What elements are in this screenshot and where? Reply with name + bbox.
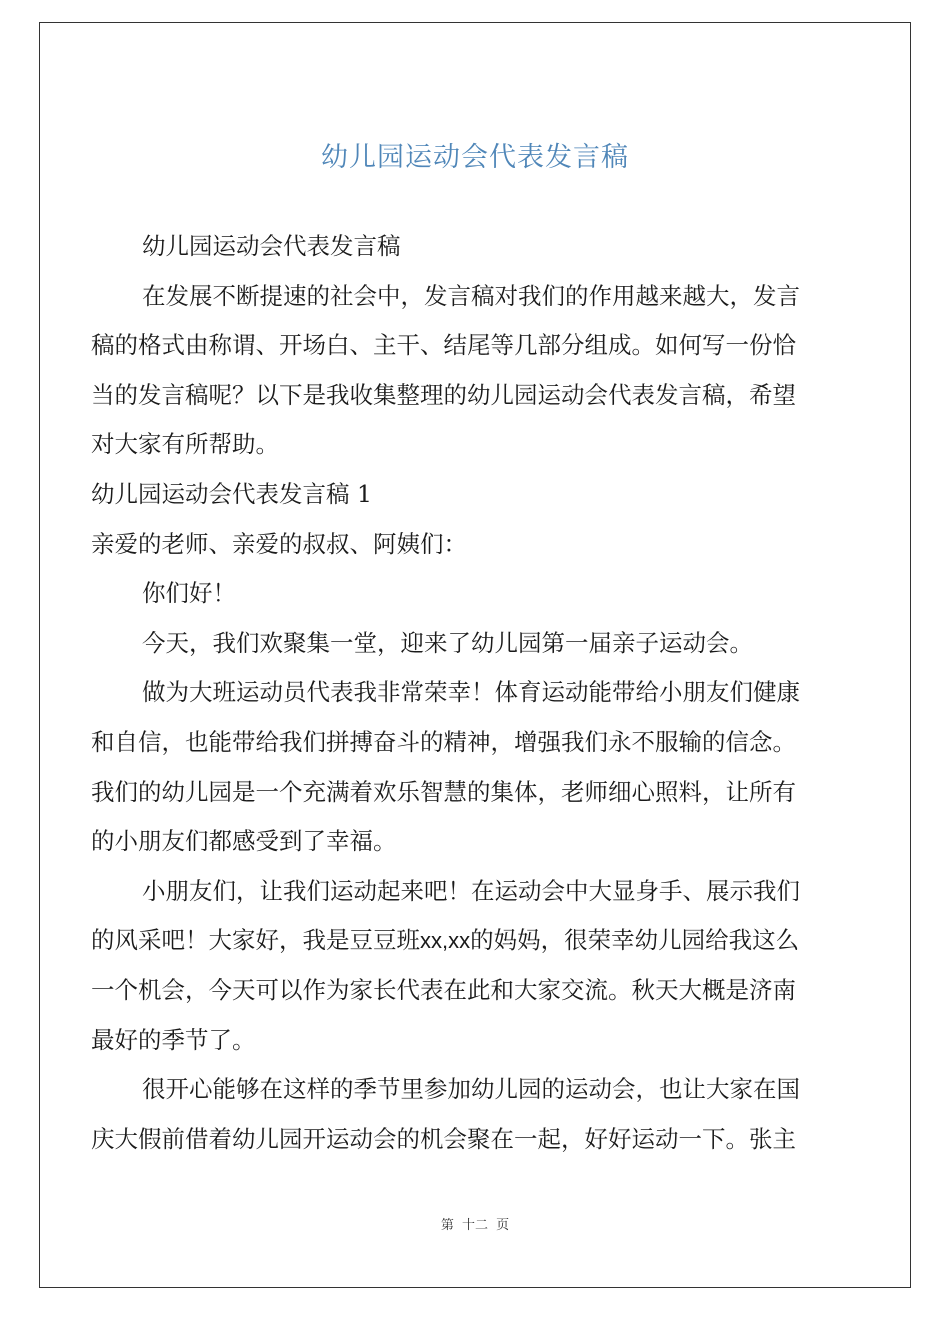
text-line: 你们好！ xyxy=(142,579,236,608)
salutation-line: 亲爱的老师、亲爱的叔叔、阿姨们： xyxy=(91,529,467,558)
text-line: 庆大假前借着幼儿园开运动会的机会聚在一起，好好运动一下。张主 xyxy=(91,1124,796,1153)
text-line: 和自信，也能带给我们拼搏奋斗的精神，增强我们永不服输的信念。 xyxy=(91,727,796,756)
text-line: 在发展不断提速的社会中，发言稿对我们的作用越来越大，发言 xyxy=(142,281,800,310)
text-line: 今天，我们欢聚集一堂，迎来了幼儿园第一届亲子运动会。 xyxy=(142,628,753,657)
text-line: 的小朋友们都感受到了幸福。 xyxy=(91,827,397,856)
text-line: 做为大班运动员代表我非常荣幸！体育运动能带给小朋友们健康 xyxy=(142,678,800,707)
text-line: 幼儿园运动会代表发言稿 xyxy=(142,232,401,260)
page-number: 第 十二 页 xyxy=(440,1218,510,1233)
text-line: 最好的季节了。 xyxy=(91,1025,256,1054)
text-line: 当的发言稿呢？以下是我收集整理的幼儿园运动会代表发言稿，希望 xyxy=(91,380,796,409)
placeholder-name: xx,xx xyxy=(420,928,471,954)
text-segment: 的妈妈，很荣幸幼儿园给我这么 xyxy=(470,926,800,955)
text-line xyxy=(91,916,856,966)
text-line: 很开心能够在这样的季节里参加幼儿园的运动会，也让大家在国 xyxy=(142,1075,800,1104)
document-body xyxy=(91,222,856,1164)
text-line: 对大家有所帮助。 xyxy=(91,430,279,459)
text-line: 小朋友们，让我们运动起来吧！在运动会中大显身手、展示我们 xyxy=(142,876,800,905)
text-line: 我们的幼儿园是一个充满着欢乐智慧的集体，老师细心照料，让所有 xyxy=(91,777,796,806)
document-title: 幼儿园运动会代表发言稿 xyxy=(321,142,629,173)
text-line: 一个机会，今天可以作为家长代表在此和大家交流。秋天大概是济南 xyxy=(91,975,796,1004)
text-line: 稿的格式由称谓、开场白、主干、结尾等几部分组成。如何写一份恰 xyxy=(91,331,796,360)
text-segment: 的风采吧！大家好，我是豆豆班 xyxy=(91,926,420,955)
section-heading: 幼儿园运动会代表发言稿 1 xyxy=(91,479,372,508)
